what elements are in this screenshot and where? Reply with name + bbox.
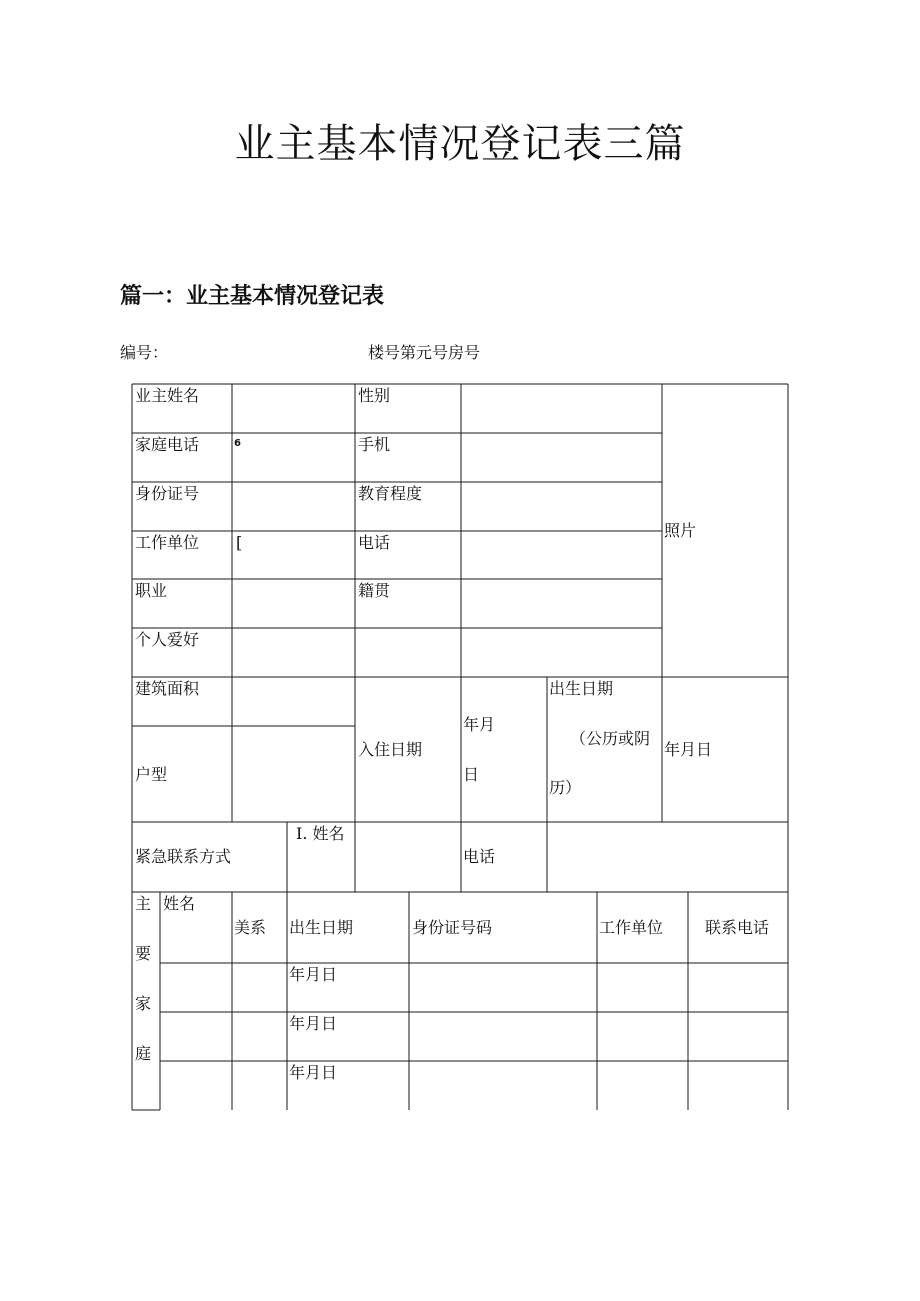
move-in-day: 日 (463, 765, 480, 784)
label-education: 教育程度 (358, 484, 423, 503)
label-building-area: 建筑面积 (135, 679, 200, 698)
family-header-relation: 美系 (234, 918, 267, 937)
label-native-place: 籍贯 (358, 581, 391, 600)
label-owner-name: 业主姓名 (135, 386, 200, 405)
family-header-id: 身份证号码 (412, 918, 493, 937)
label-mobile: 手机 (358, 435, 391, 454)
home-phone-mark: 6 (234, 438, 241, 449)
move-in-year-month: 年月 (463, 715, 496, 734)
family-header-birth: 出生日期 (289, 918, 354, 937)
label-id-number: 身份证号 (135, 484, 200, 503)
label-move-in-date: 入住日期 (358, 740, 423, 759)
label-home-phone: 家庭电话 (135, 435, 200, 454)
section-heading: 篇一：业主基本情况登记表 (120, 284, 385, 309)
family-row-birth: 年月日 (289, 1063, 338, 1082)
document-title: 业主基本情况登记表三篇 (234, 121, 686, 167)
family-row-birth: 年月日 (289, 965, 338, 984)
label-calendar-line2: 历） (549, 778, 582, 797)
family-row-birth: 年月日 (289, 1014, 338, 1033)
label-emergency-contact: 紧急联系方式 (135, 847, 232, 866)
birth-date-value: 年月日 (664, 740, 713, 759)
family-side-label-2: 要 (135, 944, 152, 963)
family-side-label-4: 庭 (135, 1044, 152, 1063)
family-header-work: 工作单位 (599, 918, 664, 937)
work-unit-mark: [ (236, 533, 243, 552)
label-house-type: 户型 (135, 765, 168, 784)
label-gender: 性别 (358, 386, 391, 405)
label-hobby: 个人爱好 (135, 630, 200, 649)
address-label: 楼号第元号房号 (368, 343, 481, 362)
family-side-label-1: 主 (135, 894, 152, 913)
number-label: 编号： (120, 343, 169, 362)
label-photo: 照片 (664, 521, 697, 540)
label-birth-date: 出生日期 (549, 679, 614, 698)
label-emergency-name: I. 姓名 (296, 824, 345, 843)
label-work-unit: 工作单位 (135, 533, 200, 552)
family-header-contact: 联系电话 (705, 918, 770, 937)
label-calendar-line1: （公历或阴 (570, 729, 651, 748)
label-emergency-phone: 电话 (463, 847, 496, 866)
family-side-label-3: 家 (135, 994, 152, 1013)
family-header-name: 姓名 (163, 894, 196, 913)
label-phone: 电话 (358, 533, 391, 552)
label-occupation: 职业 (135, 581, 168, 600)
